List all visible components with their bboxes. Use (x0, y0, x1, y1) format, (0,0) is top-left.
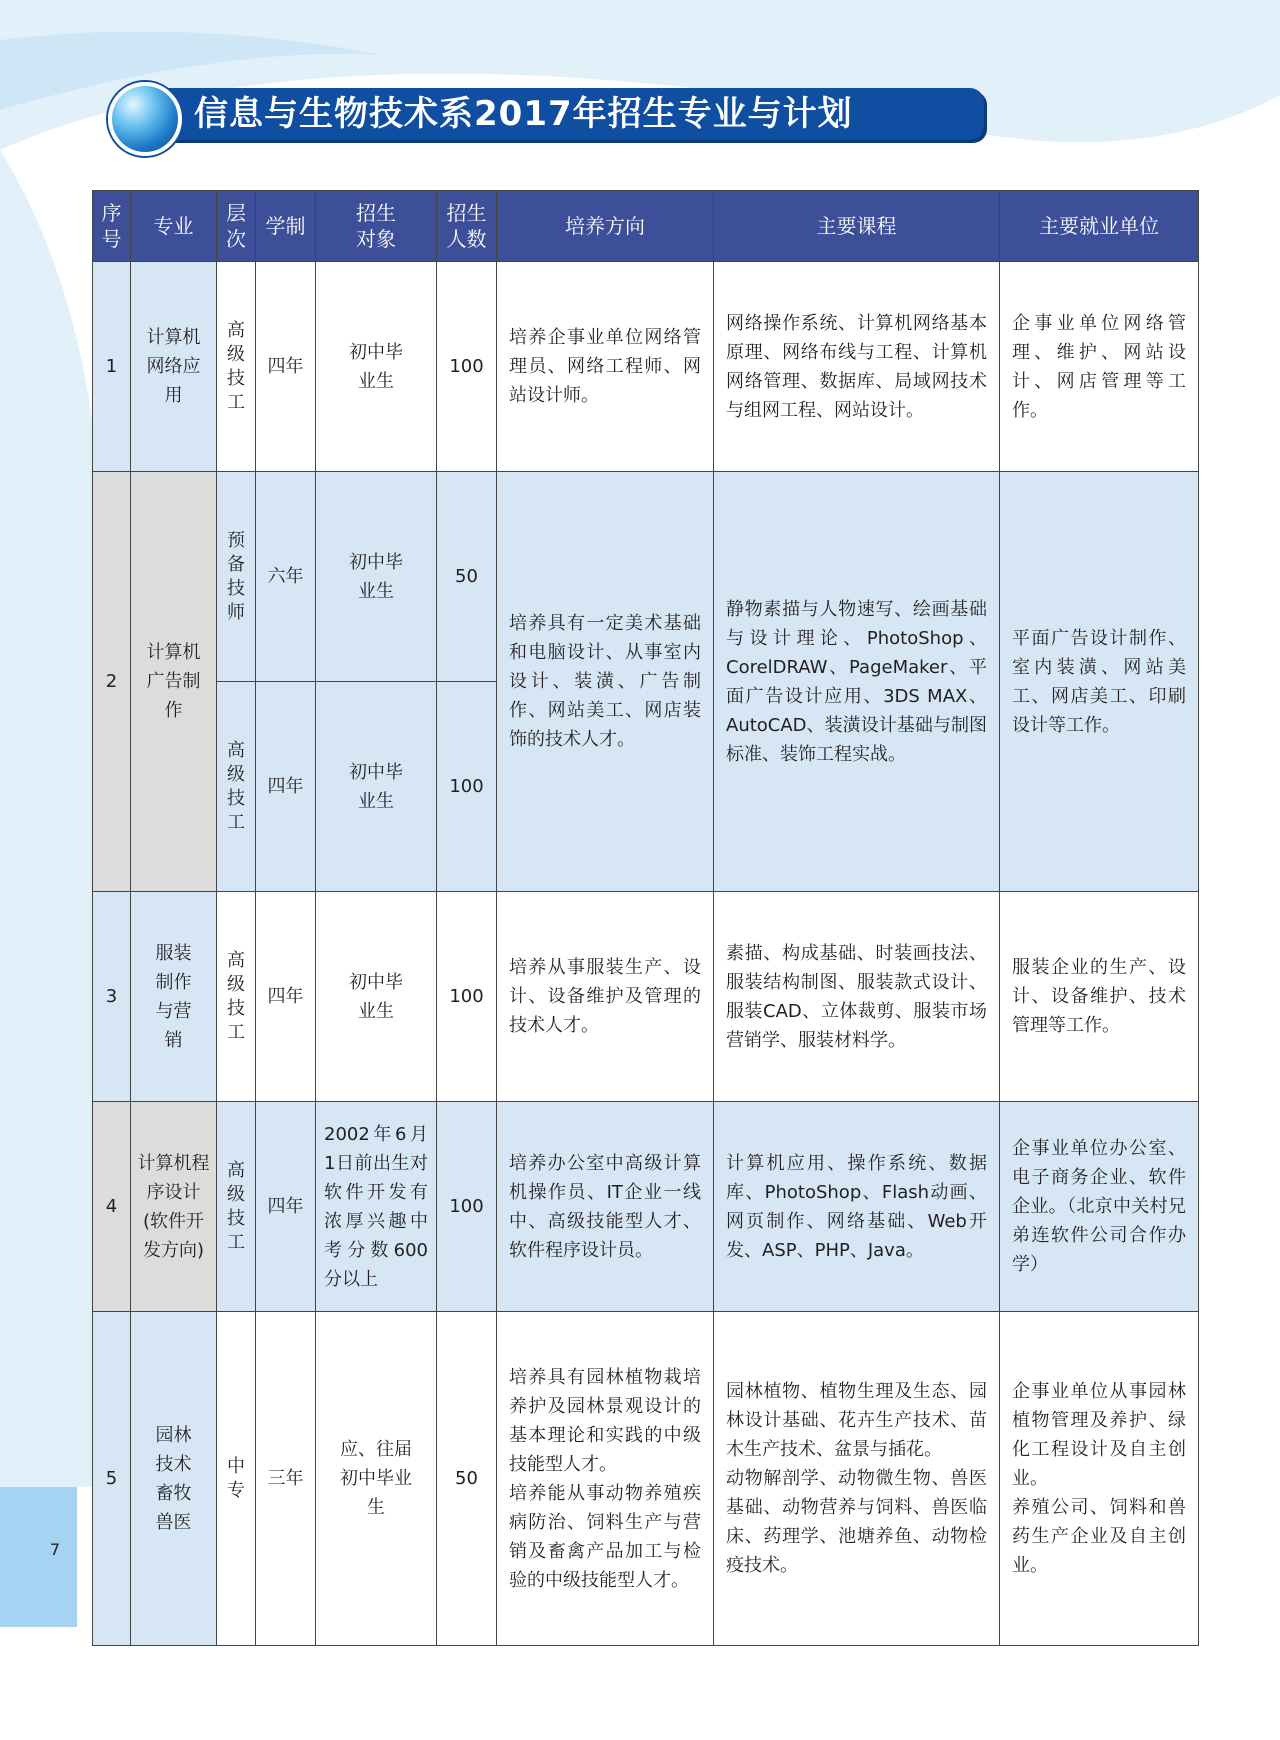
cell-employment: 企事业单位办公室、电子商务企业、软件企业。（北京中关村兄弟连软件公司合作办学） (1000, 1102, 1199, 1312)
cell-courses (714, 1312, 1000, 1646)
courses-paragraph: 园林植物、植物生理及生态、园林设计基础、花卉生产技术、苗木生产技术、盆景与插花。 (726, 1381, 987, 1460)
cell-employment (1000, 1312, 1199, 1646)
cell-target: 初中毕业生 (316, 682, 437, 892)
header-target: 招生对象 (316, 191, 437, 262)
cell-major: 园林技术畜牧兽医 (131, 1312, 217, 1646)
cell-major: 计算机程序设计(软件开发方向) (131, 1102, 217, 1312)
table-header-row (93, 191, 1199, 262)
courses-paragraph: 动物解剖学、动物微生物、兽医基础、动物营养与饲料、兽医临床、药理学、池塘养鱼、动物检疫技术。 (726, 1468, 987, 1576)
page-number: 7 (49, 1540, 61, 1559)
direction-paragraph: 培养能从事动物养殖疾病防治、饲料生产与营销及畜禽产品加工与检验的中级技能型人才。 (509, 1482, 701, 1591)
cell-level: 高级技工 (217, 892, 256, 1102)
cell-level: 高级技工 (217, 1102, 256, 1312)
header-major: 专业 (131, 191, 217, 262)
cell-target: 初中毕业生 (316, 892, 437, 1102)
cell-count: 100 (437, 892, 497, 1102)
cell-level: 高级技工 (217, 682, 256, 892)
cell-courses: 计算机应用、操作系统、数据库、PhotoShop、Flash动画、网页制作、网络基础、Web开发、ASP、PHP、Java。 (714, 1102, 1000, 1312)
cell-employment: 平面广告设计制作、室内装潢、网站美工、网店美工、印刷设计等工作。 (1000, 472, 1199, 892)
employment-paragraph: 企事业单位从事园林植物管理及养护、绿化工程设计及自主创业。 (1012, 1381, 1186, 1489)
cell-major: 计算机广告制作 (131, 472, 217, 892)
cell-no: 4 (93, 1102, 131, 1312)
page-title: 信息与生物技术系2017年招生专业与计划 (194, 94, 853, 134)
cell-no: 1 (93, 262, 131, 472)
cell-years: 四年 (256, 682, 316, 892)
cell-target: 初中毕业生 (316, 262, 437, 472)
header-employment: 主要就业单位 (1000, 191, 1199, 262)
cell-major: 计算机网络应用 (131, 262, 217, 472)
table-row (93, 892, 1199, 1102)
table-row (93, 1102, 1199, 1312)
enrollment-plan-table (92, 190, 1199, 1646)
cell-employment: 服装企业的生产、设计、设备维护、技术管理等工作。 (1000, 892, 1199, 1102)
cell-count: 100 (437, 1102, 497, 1312)
employment-paragraph: 养殖公司、饲料和兽药生产企业及自主创业。 (1012, 1497, 1186, 1576)
header-no: 序号 (93, 191, 131, 262)
cell-courses: 静物素描与人物速写、绘画基础与设计理论、PhotoShop、CorelDRAW、PageMaker、平面广告设计应用、3DS MAX、AutoCAD、装潢设计基础与制图标准、装饰工程实战。 (714, 472, 1000, 892)
cell-level: 高级技工 (217, 262, 256, 472)
table-row (93, 472, 1199, 682)
direction-paragraph: 培养具有园林植物栽培养护及园林景观设计的基本理论和实践的中级技能型人才。 (509, 1366, 701, 1475)
cell-courses: 素描、构成基础、时装画技法、服装结构制图、服装款式设计、服装CAD、立体裁剪、服装市场营销学、服装材料学。 (714, 892, 1000, 1102)
cell-years: 六年 (256, 472, 316, 682)
table-row (93, 262, 1199, 472)
cell-level: 预备技师 (217, 472, 256, 682)
cell-direction: 培养企事业单位网络管理员、网络工程师、网站设计师。 (497, 262, 714, 472)
cell-no: 3 (93, 892, 131, 1102)
enrollment-plan-table-wrapper (92, 190, 1199, 1646)
cell-direction: 培养从事服装生产、设计、设备维护及管理的技术人才。 (497, 892, 714, 1102)
cell-major: 服装制作与营销 (131, 892, 217, 1102)
cell-years: 四年 (256, 262, 316, 472)
cell-years: 四年 (256, 1102, 316, 1312)
header-level: 层次 (217, 191, 256, 262)
cell-direction: 培养办公室中高级计算机操作员、IT企业一线中、高级技能型人才、软件程序设计员。 (497, 1102, 714, 1312)
cell-years: 三年 (256, 1312, 316, 1646)
header-courses: 主要课程 (714, 191, 1000, 262)
cell-target: 应、往届初中毕业生 (316, 1312, 437, 1646)
cell-direction (497, 1312, 714, 1646)
title-banner (108, 84, 984, 144)
globe-orb-icon (108, 82, 182, 156)
table-row (93, 1312, 1199, 1646)
cell-employment: 企事业单位网络管理、维护、网站设计、网店管理等工作。 (1000, 262, 1199, 472)
cell-count: 50 (437, 1312, 497, 1646)
cell-count: 50 (437, 472, 497, 682)
cell-no: 2 (93, 472, 131, 892)
cell-target: 初中毕业生 (316, 472, 437, 682)
header-direction: 培养方向 (497, 191, 714, 262)
cell-no: 5 (93, 1312, 131, 1646)
header-count: 招生人数 (437, 191, 497, 262)
cell-count: 100 (437, 262, 497, 472)
header-years: 学制 (256, 191, 316, 262)
cell-years: 四年 (256, 892, 316, 1102)
cell-target: 2002年6月1日前出生对软件开发有浓厚兴趣中考分数600分以上 (316, 1102, 437, 1312)
cell-level: 中专 (217, 1312, 256, 1646)
cell-count: 100 (437, 682, 497, 892)
cell-courses: 网络操作系统、计算机网络基本原理、网络布线与工程、计算机网络管理、数据库、局域网技术与组网工程、网站设计。 (714, 262, 1000, 472)
cell-direction: 培养具有一定美术基础和电脑设计、从事室内设计、装潢、广告制作、网站美工、网店装饰的技术人才。 (497, 472, 714, 892)
